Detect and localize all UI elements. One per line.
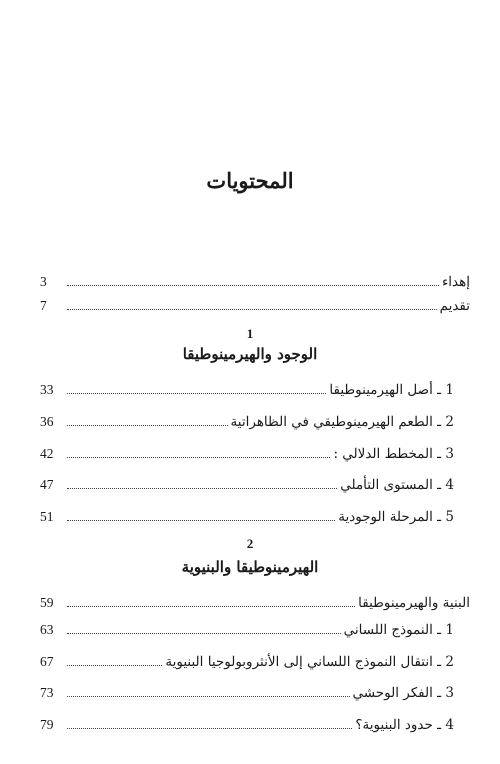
toc-entry: [40, 711, 470, 733]
toc-entry-label: 2 ـ الطعم الهيرمينوطيقي في الظاهراتية: [230, 414, 454, 430]
toc-entry-page: 36: [40, 414, 54, 429]
toc-entry-label: 3 ـ المخطط الدلالي :: [333, 446, 454, 462]
dot-leader: [67, 457, 330, 458]
toc-entry-page: 3: [40, 274, 47, 289]
toc-entry-label: 2 ـ انتقال النموذج اللساني إلى الأنثروبولوجيا البنيوية: [165, 654, 454, 670]
toc-entry-label: 5 ـ المرحلة الوجودية: [338, 509, 454, 525]
dot-leader: [67, 633, 341, 634]
toc-entry-dedication: [40, 268, 470, 290]
toc-entry-page: 63: [40, 622, 54, 637]
part-title: الوجود والهيرمينوطيقا: [182, 345, 318, 363]
toc-entry-page: 33: [40, 382, 54, 397]
toc-entry-page: 67: [40, 654, 54, 669]
toc-entry-page: 47: [40, 477, 54, 492]
toc-entry: [40, 408, 470, 430]
toc-entry-page: 73: [40, 685, 54, 700]
toc-entry-label: 4 ـ المستوى التأملي: [340, 477, 454, 493]
dot-leader: [67, 425, 228, 426]
page-title: المحتويات: [206, 168, 294, 193]
toc-entry-preface: [40, 292, 470, 314]
toc-entry-label: 1 ـ أصل الهيرمينوطيقا: [329, 382, 454, 398]
dot-leader: [67, 309, 437, 310]
toc-entry-section: [40, 589, 470, 611]
toc-entry-page: 51: [40, 509, 54, 524]
dot-leader: [67, 285, 439, 286]
toc-entry-page: 42: [40, 446, 54, 461]
toc-entry-label: 1 ـ النموذج اللساني: [343, 622, 454, 638]
toc-entry: [40, 679, 470, 701]
toc-entry-page: 79: [40, 717, 54, 732]
toc-entry: [40, 648, 470, 670]
dot-leader: [67, 728, 352, 729]
dot-leader: [67, 393, 326, 394]
dot-leader: [67, 488, 337, 489]
toc-entry: [40, 440, 470, 462]
dot-leader: [67, 606, 355, 607]
toc-entry-page: 7: [40, 298, 47, 313]
dot-leader: [67, 696, 350, 697]
dot-leader: [67, 665, 162, 666]
toc-entry-label: البنية والهيرمينوطيقا: [358, 595, 470, 611]
part-title: الهيرمينوطيقا والبنيوية: [181, 558, 319, 576]
toc-entry-page: 59: [40, 595, 54, 610]
toc-entry-label: 3 ـ الفكر الوحشي: [352, 685, 454, 701]
toc-entry-label: تقديم: [439, 298, 470, 314]
dot-leader: [67, 520, 335, 521]
part-number: 2: [246, 536, 254, 551]
toc-entry: [40, 503, 470, 525]
toc-entry-label: 4 ـ حدود البنيوية؟: [355, 717, 454, 733]
toc-entry: [40, 471, 470, 493]
toc-entry-label: إهداء: [441, 274, 470, 290]
toc-entry: [40, 376, 470, 398]
toc-entry: [40, 616, 470, 638]
part-number: 1: [246, 326, 254, 341]
